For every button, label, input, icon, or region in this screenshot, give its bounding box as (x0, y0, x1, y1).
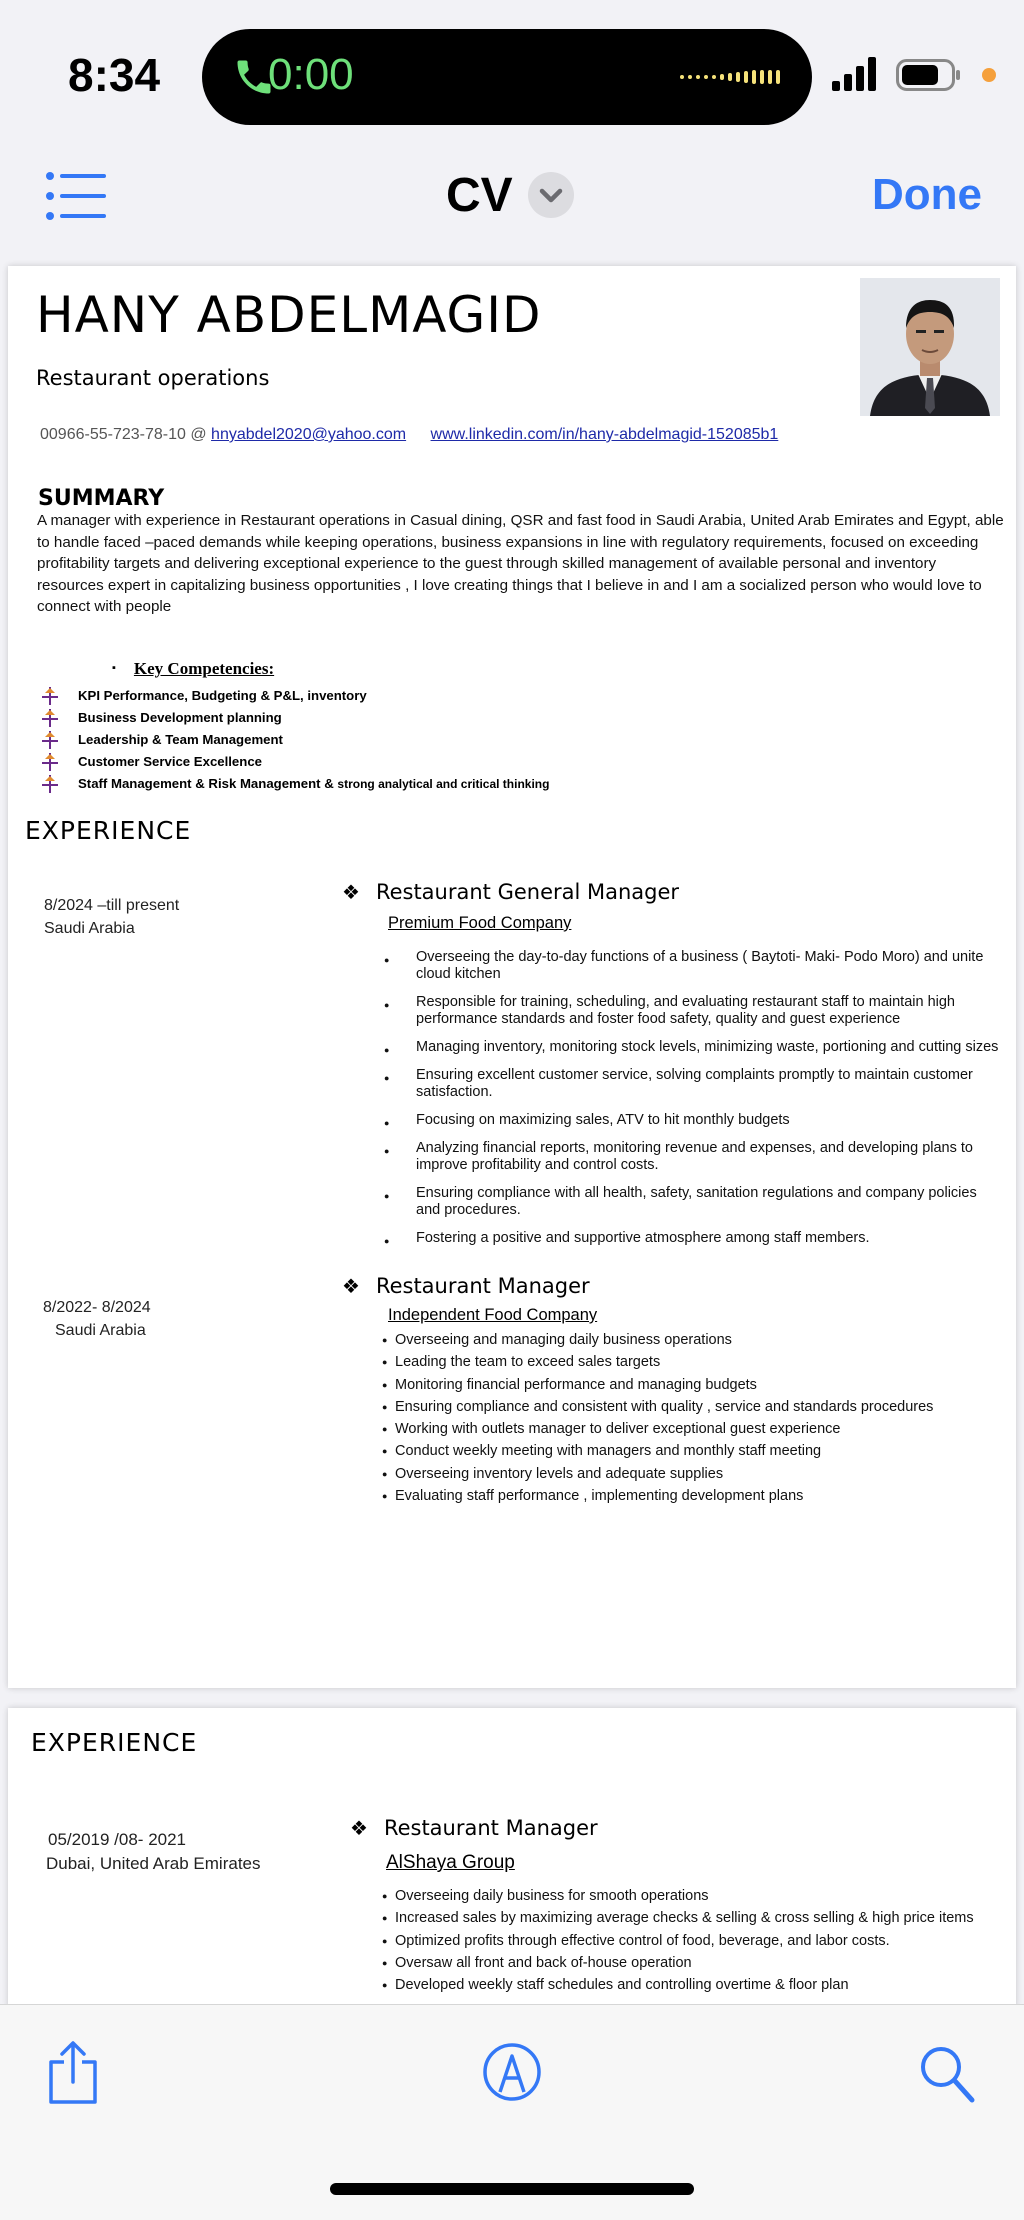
list-item: Leadership & Team Management (42, 730, 549, 752)
portrait-image (860, 278, 1000, 416)
cv-subtitle: Restaurant operations (36, 366, 270, 390)
list-item: Business Development planning (42, 708, 549, 730)
battery-icon (896, 59, 962, 91)
phone-number: 00966-55-723-78-10 (40, 426, 186, 443)
list-item: ● Fostering a positive and supportive atmosphere among staff members. (382, 1230, 1002, 1247)
competencies-list (42, 686, 549, 796)
title-menu-button[interactable] (528, 172, 574, 218)
duty-list (382, 1885, 1002, 1996)
job-date: 8/2024 –till present Saudi Arabia (44, 897, 180, 937)
list-item: ● Conduct weekly meeting with managers and monthly staff meeting (382, 1440, 1002, 1462)
home-indicator[interactable] (330, 2183, 694, 2195)
arrow-bullet-icon (42, 687, 58, 705)
list-item: Staff Management & Risk Management & strong analytical and critical thinking (42, 774, 549, 796)
list-item: ● Optimized profits through effective control of food, beverage, and labor costs. (382, 1930, 1002, 1952)
email-link[interactable]: hnyabdel2020@yahoo.com (211, 426, 407, 443)
status-time: 8:34 (68, 49, 161, 101)
list-icon[interactable] (46, 172, 106, 220)
diamond-bullet-icon: ❖ (342, 880, 360, 904)
job-title: ❖ Restaurant Manager (350, 1816, 598, 1840)
list-item: ● Increased sales by maximizing average checks & selling & cross selling & high price items (382, 1907, 1002, 1929)
competencies-title: ▪ Key Competencies: (112, 659, 274, 679)
list-item: ● Responsible for training, scheduling, and evaluating restaurant staff to maintain high performance standards and foster food safety, quality and guest experience (382, 994, 1002, 1028)
duty-list (382, 1329, 1002, 1507)
list-item: ● Overseeing and managing daily business operations (382, 1329, 1002, 1351)
share-icon[interactable] (46, 2040, 100, 2106)
document-page-2[interactable] (8, 1708, 1016, 2008)
diamond-bullet-icon: ❖ (342, 1274, 360, 1298)
at-symbol: @ (190, 426, 207, 443)
experience-heading: EXPERIENCE (25, 816, 192, 845)
markup-pen-icon[interactable] (482, 2042, 542, 2102)
cellular-signal-icon (832, 57, 878, 91)
duty-list (382, 949, 1002, 1258)
search-icon[interactable] (918, 2044, 976, 2104)
list-item: ● Ensuring compliance and consistent with quality , service and standards procedures (382, 1396, 1002, 1418)
list-item: ● Developed weekly staff schedules and controlling overtime & floor plan (382, 1974, 1002, 1996)
call-timer: 0:00 (268, 50, 354, 99)
list-item: ● Overseeing daily business for smooth operations (382, 1885, 1002, 1907)
profile-photo (860, 278, 1000, 416)
arrow-bullet-icon (42, 731, 58, 749)
company-name: Independent Food Company (388, 1306, 598, 1324)
list-item: ● Oversaw all front and back of-house operation (382, 1952, 1002, 1974)
list-item: ● Ensuring compliance with all health, safety, sanitation regulations and company policies and procedures. (382, 1185, 1002, 1219)
chevron-down-icon (528, 172, 574, 218)
arrow-bullet-icon (42, 709, 58, 727)
list-item: ● Overseeing the day-to-day functions of a business ( Baytoti- Maki- Podo Moro) and unite cloud kitchen (382, 949, 1002, 983)
company-name: AlShaya Group (386, 1852, 515, 1873)
job-title: ❖ Restaurant General Manager (342, 880, 680, 904)
privacy-indicator-dot (982, 68, 996, 82)
list-item: ● Leading the team to exceed sales targets (382, 1351, 1002, 1373)
document-page-1[interactable] (8, 266, 1016, 1688)
job-date: 05/2019 /08- 2021 Dubai, United Arab Emirates (46, 1830, 261, 1873)
list-item: ● Managing inventory, monitoring stock levels, minimizing waste, portioning and cutting sizes (382, 1039, 1002, 1056)
list-item: ● Monitoring financial performance and managing budgets (382, 1374, 1002, 1396)
list-item: KPI Performance, Budgeting & P&L, inventory (42, 686, 549, 708)
list-item: ● Working with outlets manager to deliver exceptional guest experience (382, 1418, 1002, 1440)
contact-line (40, 426, 778, 444)
document-title[interactable]: CV (446, 169, 513, 222)
company-name: Premium Food Company (388, 914, 572, 932)
list-item: ● Ensuring excellent customer service, solving complaints promptly to maintain customer satisfaction. (382, 1067, 1002, 1101)
summary-heading: SUMMARY (38, 486, 165, 511)
arrow-bullet-icon (42, 775, 58, 793)
list-item: ● Evaluating staff performance , implementing development plans (382, 1485, 1002, 1507)
done-button[interactable]: Done (872, 170, 982, 219)
job-date: 8/2022- 8/2024 Saudi Arabia (43, 1299, 151, 1339)
list-item: ● Focusing on maximizing sales, ATV to hit monthly budgets (382, 1112, 1002, 1129)
linkedin-link[interactable]: www.linkedin.com/in/hany-abdelmagid-152085b1 (430, 426, 779, 443)
audio-wave-icon (680, 69, 786, 85)
arrow-bullet-icon (42, 753, 58, 771)
job-title: ❖ Restaurant Manager (342, 1274, 590, 1298)
list-item: Customer Service Excellence (42, 752, 549, 774)
diamond-bullet-icon: ❖ (350, 1816, 368, 1840)
list-item: ● Overseeing inventory levels and adequate supplies (382, 1463, 1002, 1485)
list-item: ● Analyzing financial reports, monitoring revenue and expenses, and developing plans to improve profitability and control costs. (382, 1140, 1002, 1174)
cv-name: HANY ABDELMAGID (36, 286, 542, 344)
summary-text: A manager with experience in Restaurant operations in Casual dining, QSR and fast food in Saudi Arabia, United Arab Emirates and Egypt, able to handle faced –paced demands while keeping operations, business expansions in line with regulatory requirements, focused on exceeding profitability targets and delivering exceptional experience to the guest through skilled management of available personal and inventory resources expert in capitalizing business opportunities , I love creating things that I believe in and I am a socialized person who would love to connect with people (37, 512, 1004, 615)
experience-heading: EXPERIENCE (31, 1728, 198, 1757)
